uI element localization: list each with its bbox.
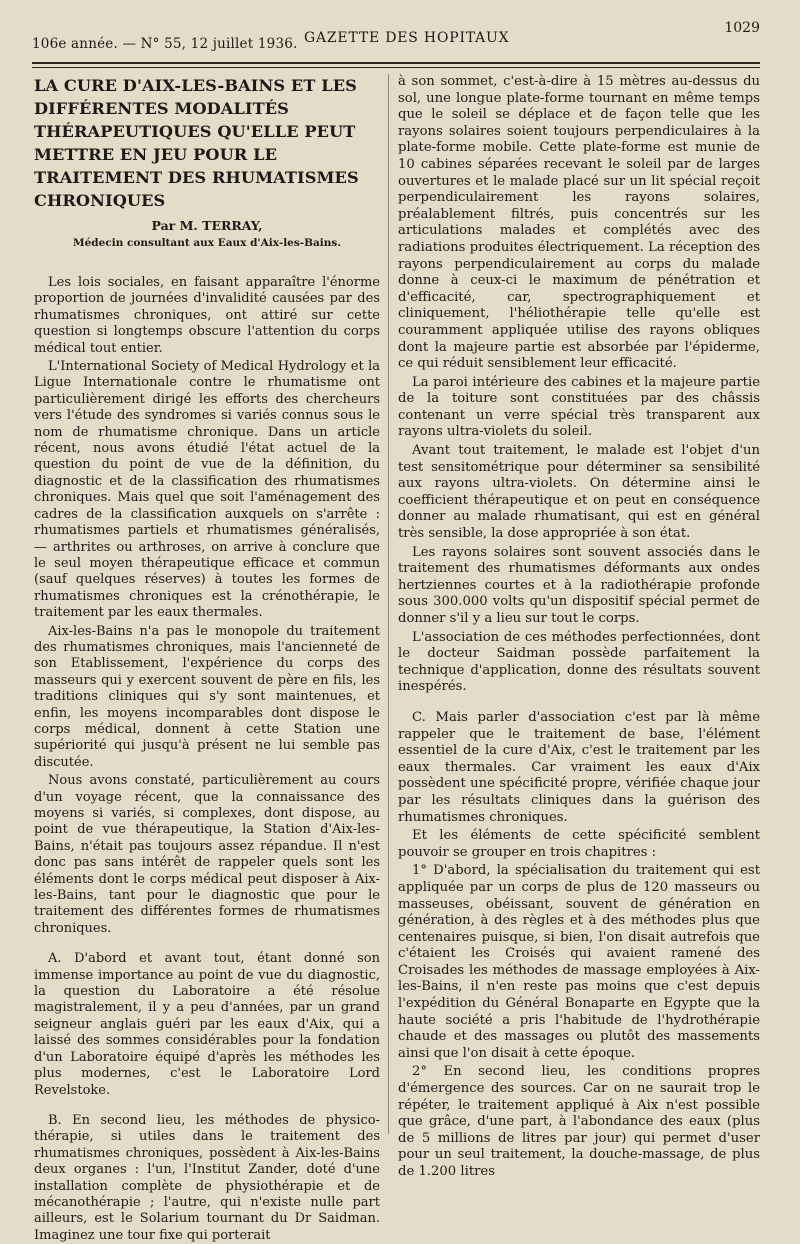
page-number: 1029 [724, 20, 760, 36]
paragraph-section-c: C. Mais parler d'association c'est par là même rappeler que le traitement de base, l'élément essentiel de la cure d'Aix, c'est le traitement par les eaux thermales. Car vraiment les eaux d'Aix possèdent une spécificité propre, vérifiée chaque jour par les résultats cliniques dans la guérison des rhumatismes chroniques. [398, 709, 760, 825]
paragraph: L'International Society of Medical Hydrology et la Ligue Internationale contre le rhumatisme ont particulièrement dirigé les efforts des chercheurs vers l'étude des syndromes si variés connus sous le nom de rhumatisme chronique. Dans un article récent, nous avons étudié l'état actuel de la question du point de vue de la définition, du diagnostic et de la classification des rhumatismes chroniques. Mais quel que soit l'aménagement des cadres de la classification auxquels on s'arrête : rhumatismes partiels et rhumatismes généralisés, — arthrites ou arthroses, on arrive à conclure que le seul moyen thérapeutique efficace et commun (sauf quelques réserves) à toutes les formes de rhumatismes chroniques est la crénothérapie, le traitement par les eaux thermales. [34, 359, 380, 621]
paragraph: L'association de ces méthodes perfectionnées, dont le docteur Saidman possède parfaitement la technique d'application, donne des résultats souvent inespérés. [398, 629, 760, 695]
paragraph: Nous avons constaté, particulièrement au cours d'un voyage récent, que la connaissance des moyens si variés, si complexes, dont dispose, au point de vue thérapeutique, la Station d'Aix-les-Bains, n'était pas toujours assez répandue. Il n'est donc pas sans intérêt de rappeler quels sont les éléments dont le corps médical peut disposer à Aix-les-Bains, tant pour le diagnostic que pour le traitement des différentes formes de rhumatismes chroniques. [34, 773, 380, 936]
paragraph: à son sommet, c'est-à-dire à 15 mètres au-dessus du sol, une longue plate-forme tournant en même temps que le soleil se déplace et de façon telle que les rayons solaires soient toujours perpendiculaires à la plate-forme mobile. Cette plate-forme est munie de 10 cabines séparées recevant le soleil par de larges ouvertures et le malade placé sur un lit spécial reçoit perpendiculairement les rayons solaires, préalablement filtrés, puis concentrés sur les articulations malades et complétés avec des radiations produites électriquement. La réception des rayons perpendiculairement au corps du malade donne à ceux-ci le maximum de pénétration et d'efficacité, car, spectrographiquement et cliniquement, l'héliothérapie telle qu'elle est couramment appliquée utilise des rayons obliques dont la majeure partie est absorbée par l'épiderme, ce qui réduit sensiblement leur efficacité. [398, 74, 760, 372]
paragraph: La paroi intérieure des cabines et la majeure partie de la toiture sont constituées par des châssis contenant un verre spécial très transparent aux rayons ultra-violets du soleil. [398, 374, 760, 440]
paragraph-section-b: B. En second lieu, les méthodes de physico-thérapie, si utiles dans le traitement des rhumatismes chroniques, possèdent à Aix-les-Bains deux organes : l'un, l'Institut Zander, doté d'une installation complète de physiothérapie et de mécanothérapie ; l'autre, qui n'existe nulle part ailleurs, est le Solarium tournant du Dr Saidman. Imaginez une tour fixe qui porterait [34, 1112, 380, 1243]
right-column [398, 74, 760, 1181]
paragraph: Et les éléments de cette spécificité semblent pouvoir se grouper en trois chapitres : [398, 828, 760, 860]
paragraph: Aix-les-Bains n'a pas le monopole du traitement des rhumatismes chroniques, mais l'ancienneté de son Etablissement, l'expérience du corps des masseurs qui y exercent souvent de père en fils, les traditions cliniques qui s'y sont maintenues, et enfin, les moyens incomparables dont dispose le corps médical, donnent à cette Station une supériorité qui jusqu'à présent ne lui semble pas discutée. [34, 623, 380, 770]
header-rule-thin [32, 67, 760, 68]
paragraph: Les rayons solaires sont souvent associés dans le traitement des rhumatismes déformants aux ondes hertziennes courtes et à la radiothérapie profonde sous 300.000 volts qu'un dispositif spécial permet de donner s'il y a lieu sur tout le corps. [398, 544, 760, 626]
article-title: LA CURE D'AIX-LES-BAINS ET LES DIFFÉRENTES MODALITÉS THÉRAPEUTIQUES QU'ELLE PEUT METTRE EN JEU POUR LE TRAITEMENT DES RHUMATISMES CHRONIQUES [34, 76, 359, 210]
left-column [34, 74, 380, 1244]
paragraph-point-2: 2° En second lieu, les conditions propres d'émergence des sources. Car on ne saurait trop le répéter, le traitement appliqué à Aix n'est possible que grâce, d'une part, à l'abondance des eaux (plus de 5 millions de litres par jour) qui permet d'user pour un seul traitement, la douche-massage, de plus de 1.200 litres [398, 1064, 760, 1179]
paragraph-section-a: A. D'abord et avant tout, étant donné son immense importance au point de vue du diagnostic, la question du Laboratoire a été résolue magistralement, il y a peu d'années, par un grand seigneur anglais guéri par les eaux d'Aix, qui a laissé des sommes considérables pour la fondation d'un Laboratoire équipé d'après les méthodes les plus modernes, c'est le Laboratoire Lord Revelstoke. [34, 951, 380, 1098]
author-affiliation: Médecin consultant aux Eaux d'Aix-les-Bains. [73, 237, 341, 249]
article-author: Par M. TERRAY, [151, 218, 263, 233]
journal-title: GAZETTE DES HOPITAUX [304, 30, 510, 46]
issue-info: 106e année. — N° 55, 12 juillet 1936. [32, 36, 298, 52]
column-divider [388, 74, 389, 1134]
paragraph-point-1: 1° D'abord, la spécialisation du traitement qui est appliquée par un corps de plus de 120 masseurs ou masseuses, obéissant, souvent de génération en génération, à des règles et à des méthodes plus que centenaires puisque, si bien, l'on disait autrefois que c'étaient les Croisés qui avaient ramené des Croisades les méthodes de massage employées à Aix-les-Bains, il n'en reste pas moins que c'est depuis l'expédition du Général Bonaparte en Egypte que la haute société a pris l'habitude de l'hydrothérapie chaude et des massages ou plutôt des massements ainsi que l'on disait à cette époque. [398, 863, 760, 1061]
running-header [32, 18, 760, 58]
header-rule-thick [32, 62, 760, 64]
paragraph: Les lois sociales, en faisant apparaître l'énorme proportion de journées d'invalidité causées par des rhumatismes chroniques, ont attiré sur cette question si longtemps obscure l'attention du corps médical tout entier. [34, 275, 380, 356]
paragraph: Avant tout traitement, le malade est l'objet d'un test sensitométrique pour déterminer sa sensibilité aux rayons ultra-violets. On détermine ainsi le coefficient thérapeutique et on peut en conséquence donner au malade rhumatisant, qui est en général très sensible, la dose appropriée à son état. [398, 443, 760, 542]
